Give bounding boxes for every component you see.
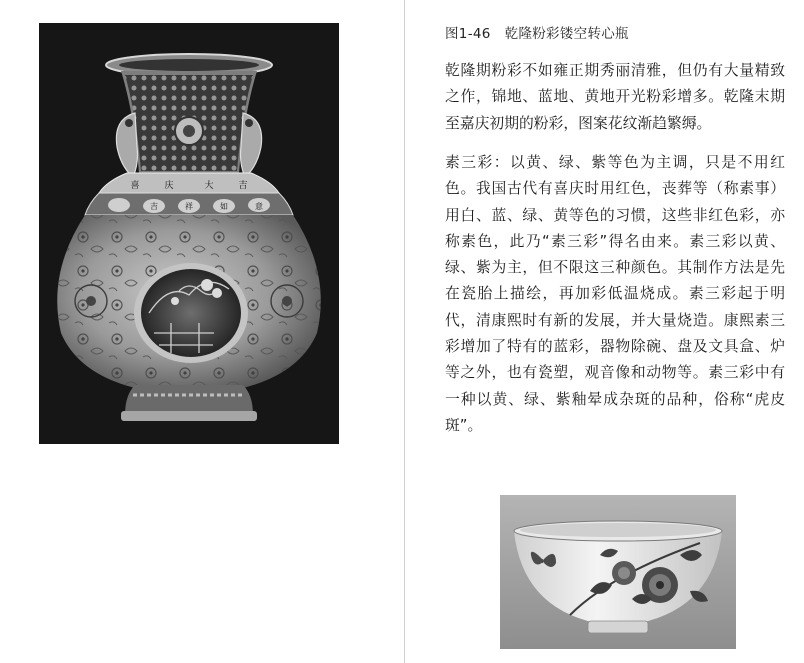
band-mark: 吉: [238, 181, 248, 191]
band-mark: 如: [220, 202, 228, 211]
band-mark: 喜: [130, 181, 140, 191]
band-mark: 祥: [185, 202, 193, 211]
band-mark: 吉: [150, 202, 158, 211]
right-page: [405, 0, 804, 663]
figure-title: 乾隆粉彩镂空转心瓶: [504, 26, 629, 42]
figure-caption: [445, 22, 629, 42]
paragraph-qianlong-famille-rose: 乾隆期粉彩不如雍正期秀丽清雅，但仍有大量精致之作，锦地、蓝地、黄地开光粉彩增多。乾隆末期至嘉庆初期的粉彩，图案花纹渐趋繁缛。: [445, 62, 785, 132]
vase-photo: [39, 23, 339, 444]
band-mark: 大: [204, 181, 214, 191]
band-mark: 庆: [164, 181, 174, 191]
band-mark: 意: [255, 202, 263, 211]
bowl-photo: [500, 495, 736, 649]
paragraph-susancai: 素三彩：以黄、绿、紫等色为主调，只是不用红色。我国古代有喜庆时用红色，丧葬等（称素事）用白、蓝、绿、黄等色的习惯，这些非红色彩，亦称素色，此乃“素三彩”得名由来。素三彩以黄、绿、紫为主，但不限这三种颜色。其制作方法是先在瓷胎上描绘，再加彩低温烧成。素三彩起于明代，清康熙时有新的发展，并大量烧造。康熙素三彩增加了特有的蓝彩，器物除碗、盘及文具盒、炉等之外，也有瓷塑，观音像和动物等。素三彩中有一种以黄、绿、紫釉晕成杂斑的品种，俗称“虎皮斑”。: [445, 154, 785, 434]
figure-number: 图1-46: [445, 26, 491, 42]
